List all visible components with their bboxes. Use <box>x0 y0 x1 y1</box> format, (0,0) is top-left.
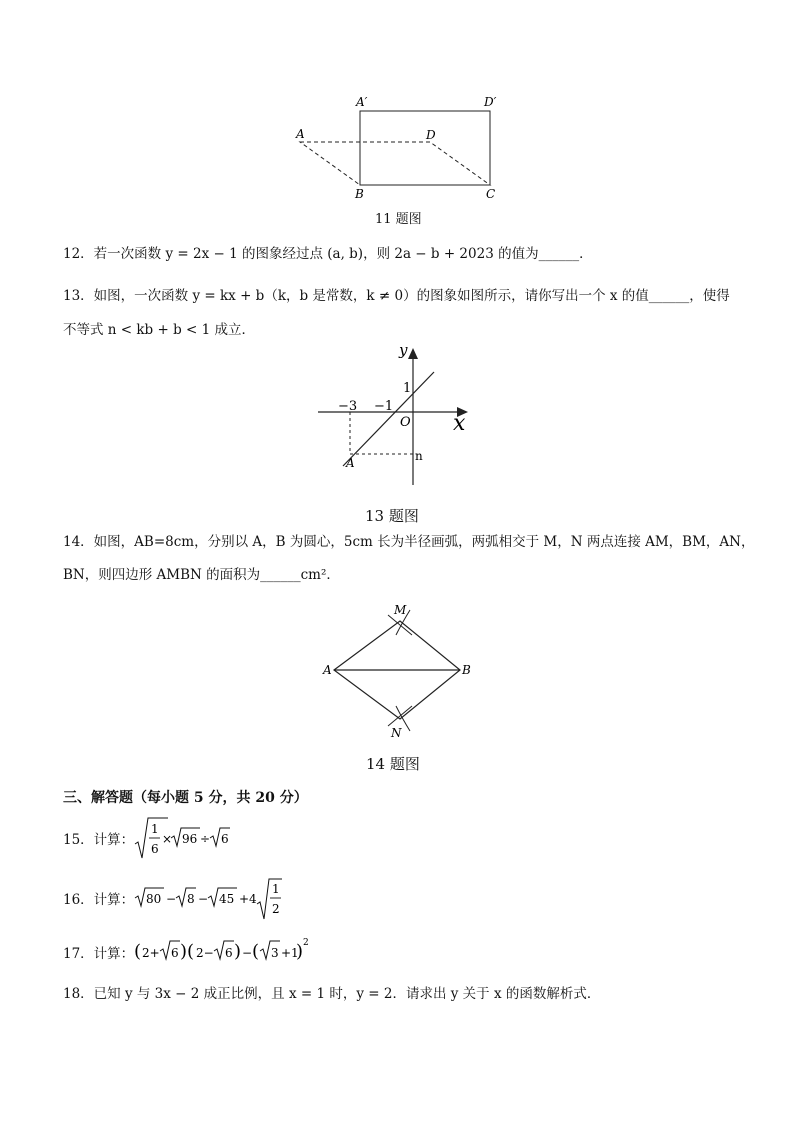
label-d: D <box>426 128 436 142</box>
label-neg-1: −1 <box>374 399 394 414</box>
question-15-prefix: 15．计算： <box>63 832 135 848</box>
svg-text:÷: ÷ <box>200 832 211 846</box>
svg-text:×: × <box>162 832 173 846</box>
label-a: A <box>296 127 305 141</box>
label-n: n <box>415 449 423 463</box>
label-a-prime: A′ <box>356 95 368 109</box>
svg-text:2+: 2+ <box>142 946 160 960</box>
label-b-point: B <box>462 663 471 677</box>
svg-text:6: 6 <box>151 842 159 856</box>
label-a-point: A <box>323 663 332 677</box>
svg-text:1: 1 <box>151 822 159 836</box>
question-18: 18．已知 y 与 3x − 2 成正比例，且 x = 1 时，y = 2．请求出 y 关于 x 的函数解析式． <box>63 986 601 1002</box>
svg-text:2: 2 <box>303 938 309 948</box>
svg-text:6: 6 <box>225 946 233 960</box>
parallelogram-abcd <box>300 142 490 185</box>
question-15-expression <box>134 816 244 862</box>
figure-14 <box>318 595 478 745</box>
svg-text:): ) <box>234 941 242 962</box>
svg-text:96: 96 <box>182 832 198 846</box>
svg-text:8: 8 <box>187 892 195 906</box>
svg-text:−: − <box>198 892 209 906</box>
figure-13 <box>310 340 480 490</box>
question-16-prefix: 16．计算： <box>63 892 135 908</box>
svg-text:+: + <box>239 892 250 906</box>
y-axis-arrow <box>408 348 418 359</box>
figure-13-caption: 13 题图 <box>365 507 419 525</box>
svg-text:80: 80 <box>146 892 162 906</box>
label-one: 1 <box>403 381 412 396</box>
svg-text:1: 1 <box>272 882 280 896</box>
svg-text:+1: +1 <box>281 946 299 960</box>
question-17-expression <box>134 933 324 969</box>
label-m: M <box>394 603 407 617</box>
question-13-line-2: 不等式 n < kb + b < 1 成立． <box>63 322 256 338</box>
svg-text:2: 2 <box>272 902 280 916</box>
label-y-axis: y <box>399 341 408 359</box>
figure-14-caption: 14 题图 <box>366 755 420 773</box>
arc-top-1 <box>388 615 412 635</box>
label-d-prime: D′ <box>484 95 497 109</box>
svg-text:45: 45 <box>219 892 235 906</box>
svg-text:2−: 2− <box>196 946 214 960</box>
label-point-a: A <box>346 456 355 470</box>
label-neg-3: −3 <box>338 399 358 414</box>
svg-text:6: 6 <box>171 946 179 960</box>
svg-text:3: 3 <box>271 946 279 960</box>
question-13-line-1: 13．如图，一次函数 y = kx + b（k，b 是常数，k ≠ 0）的图象如图所示，请你写出一个 x 的值______，使得 <box>63 288 730 304</box>
label-b: B <box>355 187 364 200</box>
svg-text:−: − <box>242 946 253 960</box>
svg-text:(: ( <box>252 941 260 962</box>
label-origin: O <box>400 415 411 430</box>
rectangle-a-prime-d-prime-c-b <box>360 111 490 185</box>
svg-text:4: 4 <box>249 892 257 906</box>
figure-11-caption: 11 题图 <box>375 212 422 227</box>
svg-text:−: − <box>166 892 177 906</box>
figure-11 <box>290 90 510 200</box>
svg-text:(: ( <box>134 941 142 962</box>
question-14-line-2: BN，则四边形 AMBN 的面积为______cm²． <box>63 567 340 583</box>
question-14-line-1: 14．如图，AB=8cm，分别以 A，B 为圆心，5cm 长为半径画弧，两弧相交于 M，N 两点连接 AM，BM，AN， <box>63 534 755 550</box>
arc-bottom-1 <box>388 706 412 726</box>
question-12: 12．若一次函数 y = 2x − 1 的图象经过点 (a, b)，则 2a − b + 2023 的值为______． <box>63 246 593 262</box>
question-16-expression <box>134 876 294 922</box>
svg-text:)(: )( <box>180 941 195 962</box>
label-x-axis: x <box>453 411 466 436</box>
question-17-prefix: 17．计算： <box>63 946 135 962</box>
label-c: C <box>486 187 496 200</box>
svg-text:): ) <box>296 941 304 962</box>
label-n-point: N <box>391 726 402 740</box>
svg-text:6: 6 <box>221 832 229 846</box>
section-3-heading: 三、解答题（每小题 5 分，共 20 分） <box>63 790 308 806</box>
